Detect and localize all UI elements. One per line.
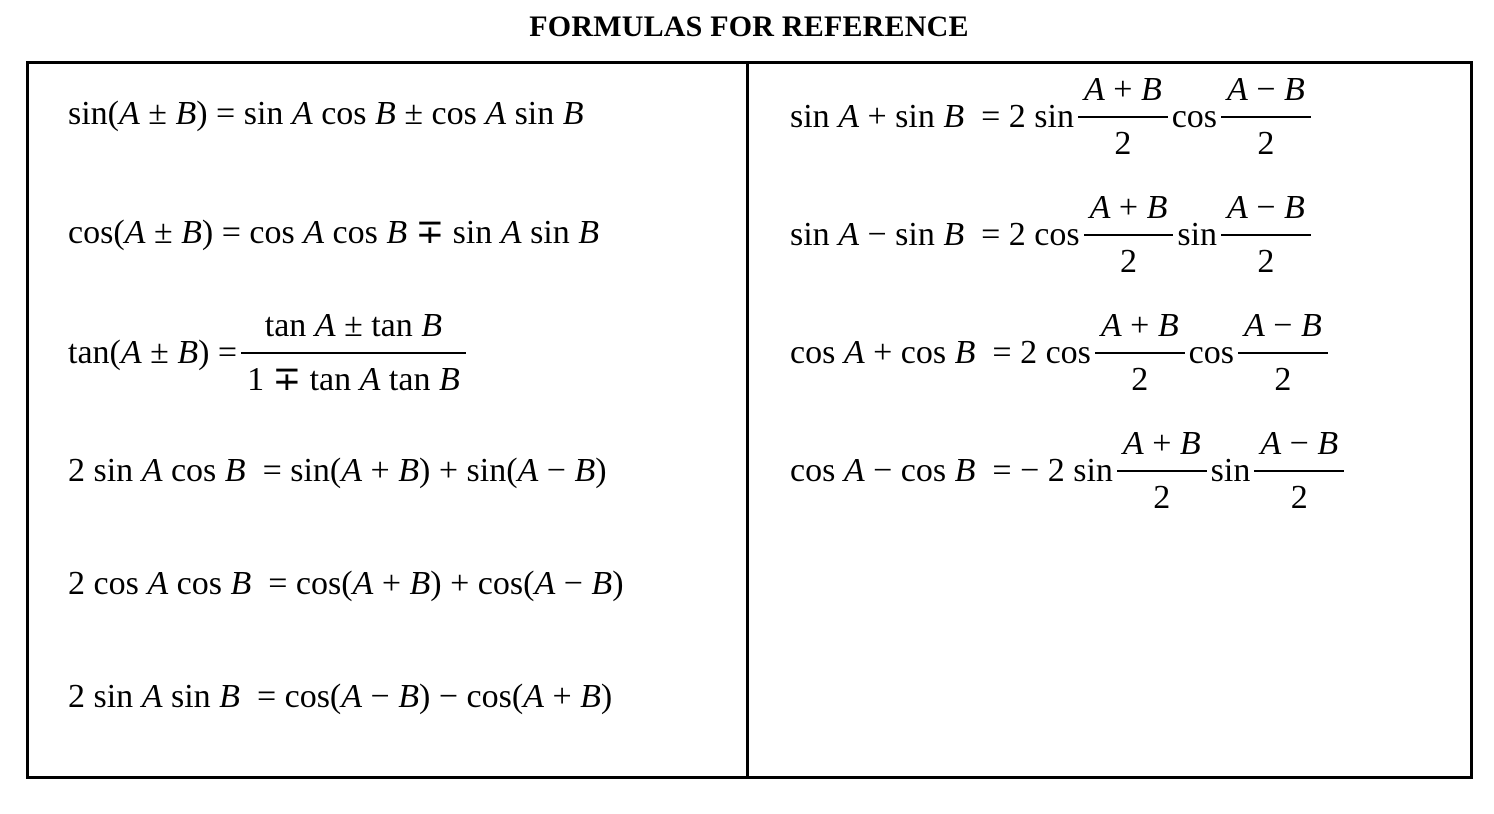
tan-fraction: $\frac{\text{tan A ± tan B}}{\text{1 ∓ tan A tan B}}$: [241, 306, 466, 400]
formula-cosA-minus-cosB: cos A − cos B = − 2 sin $\frac{A + B}{2}$ sin $\frac{A - B}{2}$: [790, 424, 1348, 518]
formula-tan-sum: tan(A ± B) = $\frac{\text{tan A ± tan B}}{\text{1 ∓ tan A tan B}}$: [68, 306, 470, 400]
formula-sin-sum: sin(A ± B) = sin A cos B ± cos A sin B: [68, 95, 584, 132]
page-title: FORMULAS FOR REFERENCE: [529, 10, 969, 43]
formula-sinA-minus-sinB: sin A − sin B = 2 cos $\frac{A + B}{2}$ sin $\frac{A - B}{2}$: [790, 188, 1315, 282]
formula-2sinAsinB: 2 sin A sin B = cos(A − B) − cos(A + B): [68, 678, 613, 715]
formula-cosA-plus-cosB: cos A + cos B = 2 cos $\frac{A + B}{2}$ cos $\frac{A - B}{2}$: [790, 306, 1332, 400]
formula-cos-sum: cos(A ± B) = cos A cos B ∓ sin A sin B: [68, 214, 600, 251]
formula-2sinAcosB: 2 sin A cos B = sin(A + B) + sin(A − B): [68, 452, 607, 489]
formula-table: [26, 61, 1473, 779]
formula-sinA-plus-sinB: sin A + sin B = 2 sin $\frac{A + B}{2}$ cos $\frac{A - B}{2}$: [790, 70, 1315, 164]
formula-2cosAcosB: 2 cos A cos B = cos(A + B) + cos(A − B): [68, 565, 624, 602]
column-divider: [746, 61, 749, 779]
